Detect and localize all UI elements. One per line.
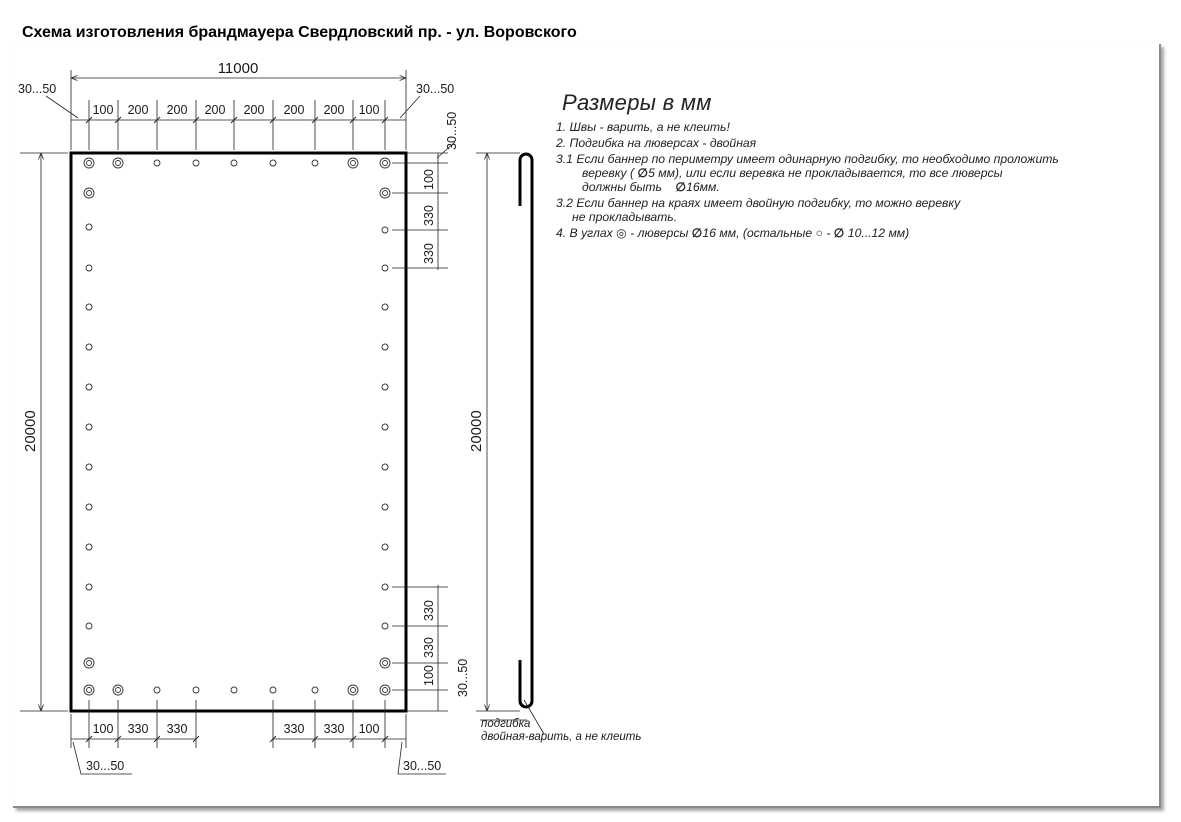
note-3-1-line3 — [556, 180, 1156, 194]
diameter-icon: ∅ — [675, 180, 687, 194]
bottom-right-offset-label: 30...50 — [403, 759, 442, 773]
note-3-2-line2: не прокладывать. — [572, 210, 678, 224]
diameter-icon: ∅ — [691, 226, 703, 240]
top-right-offset-label: 30...50 — [416, 82, 455, 96]
right-dimensions — [392, 153, 470, 711]
fold-label-line2: двойная-варить, а не клеить — [481, 731, 642, 743]
bottom-corner-offset-label: 30...50 — [456, 658, 470, 697]
top-segment-1: 100 — [92, 103, 114, 117]
note-3-2 — [556, 196, 1156, 224]
note-4-text-a: 4. В углах — [556, 226, 613, 240]
top-segment-2: 200 — [127, 103, 149, 117]
right-bottom-segment-2: 330 — [422, 637, 436, 658]
top-segment-4: 200 — [204, 103, 226, 117]
bottom-segment-6: 100 — [358, 722, 380, 736]
note-3-1-text-a: веревку ( — [582, 166, 635, 180]
double-ring-icon: ◎ — [616, 226, 627, 240]
left-height-dimension — [20, 153, 68, 711]
note-4-text-b: - люверсы — [630, 226, 689, 240]
note-1: 1. Швы - варить, а не клеить! — [556, 120, 730, 134]
bottom-segment-2: 330 — [127, 722, 149, 736]
bottom-left-offset-label: 30...50 — [86, 759, 125, 773]
top-segment-8: 100 — [358, 103, 380, 117]
bottom-segment-4: 330 — [283, 722, 305, 736]
top-dimensions — [18, 60, 459, 158]
top-segment-3: 200 — [166, 103, 188, 117]
note-3-1-line1: 3.1 Если баннер по периметру имеет одинарную подгибку, то необходимо проложить — [556, 152, 1059, 166]
note-4-text-e: 10...12 мм) — [847, 226, 910, 240]
right-bottom-segment-1: 330 — [422, 600, 436, 621]
note-3-1-text-c: должны быть — [582, 180, 662, 194]
top-left-offset-label: 30...50 — [18, 82, 57, 96]
note-4-text-c: 16 мм, (остальные — [702, 226, 813, 240]
banner-side-profile — [520, 154, 532, 707]
eyelets — [84, 158, 390, 695]
right-top-segment-3: 330 — [422, 243, 436, 264]
note-2: 2. Подгибка на люверсах - двойная — [556, 136, 757, 150]
note-3-1-line2 — [556, 166, 1156, 180]
side-height-label: 20000 — [468, 410, 485, 452]
diameter-icon: ∅ — [833, 226, 845, 240]
right-top-segment-1: 100 — [422, 169, 436, 190]
note-4-text-d: - — [826, 226, 831, 240]
notes-heading: Размеры в мм — [562, 90, 712, 115]
note-3-1 — [556, 152, 1156, 194]
top-segment-5: 200 — [243, 103, 265, 117]
diameter-icon: ∅ — [637, 166, 649, 180]
note-4 — [556, 226, 1156, 240]
overall-height-label: 20000 — [22, 410, 39, 452]
top-segment-6: 200 — [283, 103, 305, 117]
banner-outline — [71, 153, 406, 711]
right-top-segment-2: 330 — [422, 205, 436, 226]
bottom-segment-1: 100 — [92, 722, 114, 736]
top-segment-7: 200 — [323, 103, 345, 117]
bottom-segment-5: 330 — [323, 722, 345, 736]
right-bottom-segment-3: 100 — [422, 665, 436, 686]
note-3-1-text-d: 16мм. — [686, 180, 720, 194]
note-3-1-text-b: 5 мм), или если веревка не прокладывается, то все люверсы — [648, 166, 1003, 180]
bottom-segment-3: 330 — [166, 722, 188, 736]
fold-label-line1: подгибка — [481, 718, 531, 730]
corner-offset-label: 30...50 — [445, 111, 459, 150]
circle-icon: ○ — [815, 226, 823, 240]
note-3-2-line1: 3.2 Если баннер на краях имеет двойную подгибку, то можно веревку — [556, 196, 961, 210]
overall-width-label: 11000 — [217, 60, 259, 77]
page-title: Схема изготовления брандмауера Свердловский пр. - ул. Воровского — [22, 24, 577, 41]
notes-panel — [556, 90, 1156, 242]
